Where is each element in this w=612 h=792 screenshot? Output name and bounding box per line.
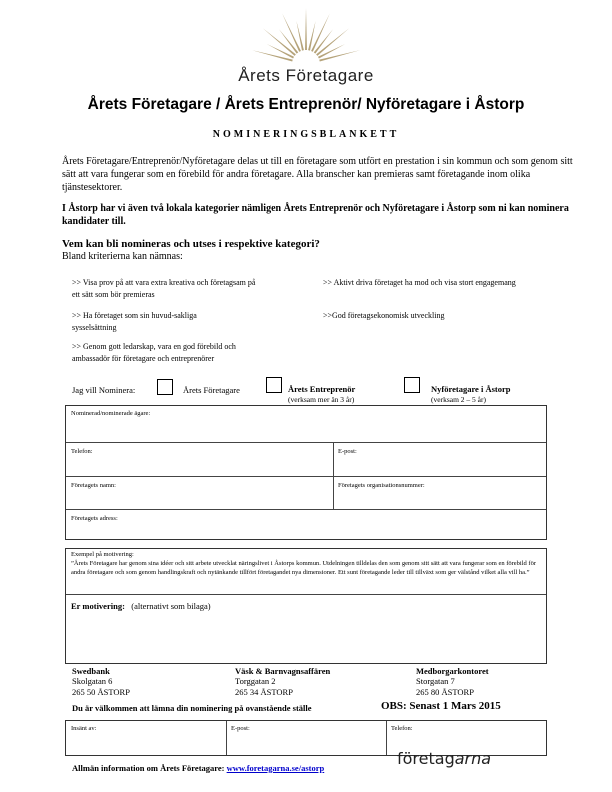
email-field[interactable]: E-post: <box>338 448 357 455</box>
criteria-item: >>God företagsekonomisk utveckling <box>323 311 445 320</box>
your-motivation-field[interactable] <box>71 601 211 611</box>
org-number-field[interactable]: Företagets organisationsnummer: <box>338 482 425 489</box>
checkbox-arets-entreprenor[interactable] <box>266 377 282 393</box>
option-label: Årets Entreprenör <box>288 384 356 394</box>
nominate-label: Jag vill Nominera: <box>72 385 136 395</box>
sunburst-logo-icon <box>206 6 406 66</box>
company-name-field[interactable]: Företagets namn: <box>71 482 116 489</box>
nominee-form <box>65 405 547 540</box>
your-motivation-label: Er motivering: <box>71 601 125 611</box>
info-link[interactable]: www.foretagarna.se/astorp <box>226 763 325 773</box>
motivation-box <box>65 548 547 664</box>
welcome-text: Du är välkommen att lämna din nominering på ovanstående ställe <box>72 703 312 713</box>
page-title: Årets Företagare / Årets Entreprenör/ Nyföretagare i Åstorp <box>87 96 525 113</box>
foretagarna-logo: företagarna <box>397 749 492 768</box>
phone-field[interactable]: Telefon: <box>71 448 93 455</box>
submitter-name-field[interactable]: Insänt av: <box>71 725 97 732</box>
address-field[interactable]: Företagets adress: <box>71 515 118 522</box>
sun-ray <box>252 50 293 61</box>
option-note: (verksam mer än 3 år) <box>288 395 355 404</box>
logo-text: Årets Företagare <box>238 66 374 85</box>
form-subtitle: NOMINERINGSBLANKETT <box>212 129 400 140</box>
checkbox-nyforetagare[interactable] <box>404 377 420 393</box>
nominee-field[interactable]: Nominerad/nominerade ägare: <box>71 410 151 417</box>
sun-ray <box>319 50 360 61</box>
criteria-item: >> Genom gott ledarskap, vara en god förebild och ambassadör för företagare och entreprenörer <box>72 342 236 363</box>
checkbox-arets-foretagare[interactable] <box>157 379 173 395</box>
submitter-phone-field[interactable]: Telefon: <box>391 725 413 732</box>
location-swedbank: Swedbank Skolgatan 6 265 50 ÅSTORP <box>72 666 130 697</box>
info-label: Allmän information om Årets Företagare: <box>72 763 225 773</box>
local-categories-paragraph: I Åstorp har vi även två lokala kategorier nämligen Årets Entreprenör och Nyföretagare i Åstorp som ni kan nominera kandidater till. <box>62 203 569 227</box>
deadline-text: OBS: Senast 1 Mars 2015 <box>381 700 501 712</box>
criteria-question: Vem kan bli nomineras och utses i respektive kategori? <box>62 238 320 250</box>
criteria-item: >> Aktivt driva företaget ha mod och visa stort engagemang <box>323 278 516 287</box>
option-label: Nyföretagare i Åstorp <box>431 384 511 394</box>
info-line <box>72 763 324 773</box>
location-medborgarkontoret: Medborgarkontoret Storgatan 7 265 80 ÅSTORP <box>416 666 489 697</box>
submitter-email-field[interactable]: E-post: <box>231 725 250 732</box>
criteria-intro: Bland kriterierna kan nämnas: <box>62 251 183 262</box>
sun-ray <box>305 8 307 50</box>
example-label: Exempel på motivering: <box>71 551 134 558</box>
location-vaskaffaren: Väsk & Barnvagnsaffären Torggatan 2 265 34 ÅSTORP <box>235 666 331 697</box>
criteria-item: >> Ha företaget som sin huvud-sakliga sysselsättning <box>72 311 197 332</box>
option-note: (verksam 2 – 5 år) <box>431 395 486 404</box>
intro-paragraph: Årets Företagare/Entreprenör/Nyföretagare delas ut till en företagare som utfört en prestation i sin kommun och som genom sitt sätt att vara fungerar som en förebild för andra företagare. Alla branscher kan premieras samt företagande inom olika tjänstesektorer. <box>62 156 573 193</box>
motivation-alt: (alternativt som bilaga) <box>131 601 211 611</box>
option-label: Årets Företagare <box>183 385 240 395</box>
example-text: ”Årets Företagare har genom sina idéer och sitt arbete utvecklat näringslivet i Åstorps kommun. Utdelningen tilldelas den som genom sitt sätt att vara fungerar som en förebild för andra företagare och som genom handlingskraft och nytänkande tillfört företagandet nya dimensioner. Ett sunt företagande leder till tillväxt som ger välstånd vilket alla vill ha.” <box>71 560 536 576</box>
criteria-item: >> Visa prov på att vara extra kreativa och företagsam på ett sätt som bör premieras <box>72 278 256 299</box>
